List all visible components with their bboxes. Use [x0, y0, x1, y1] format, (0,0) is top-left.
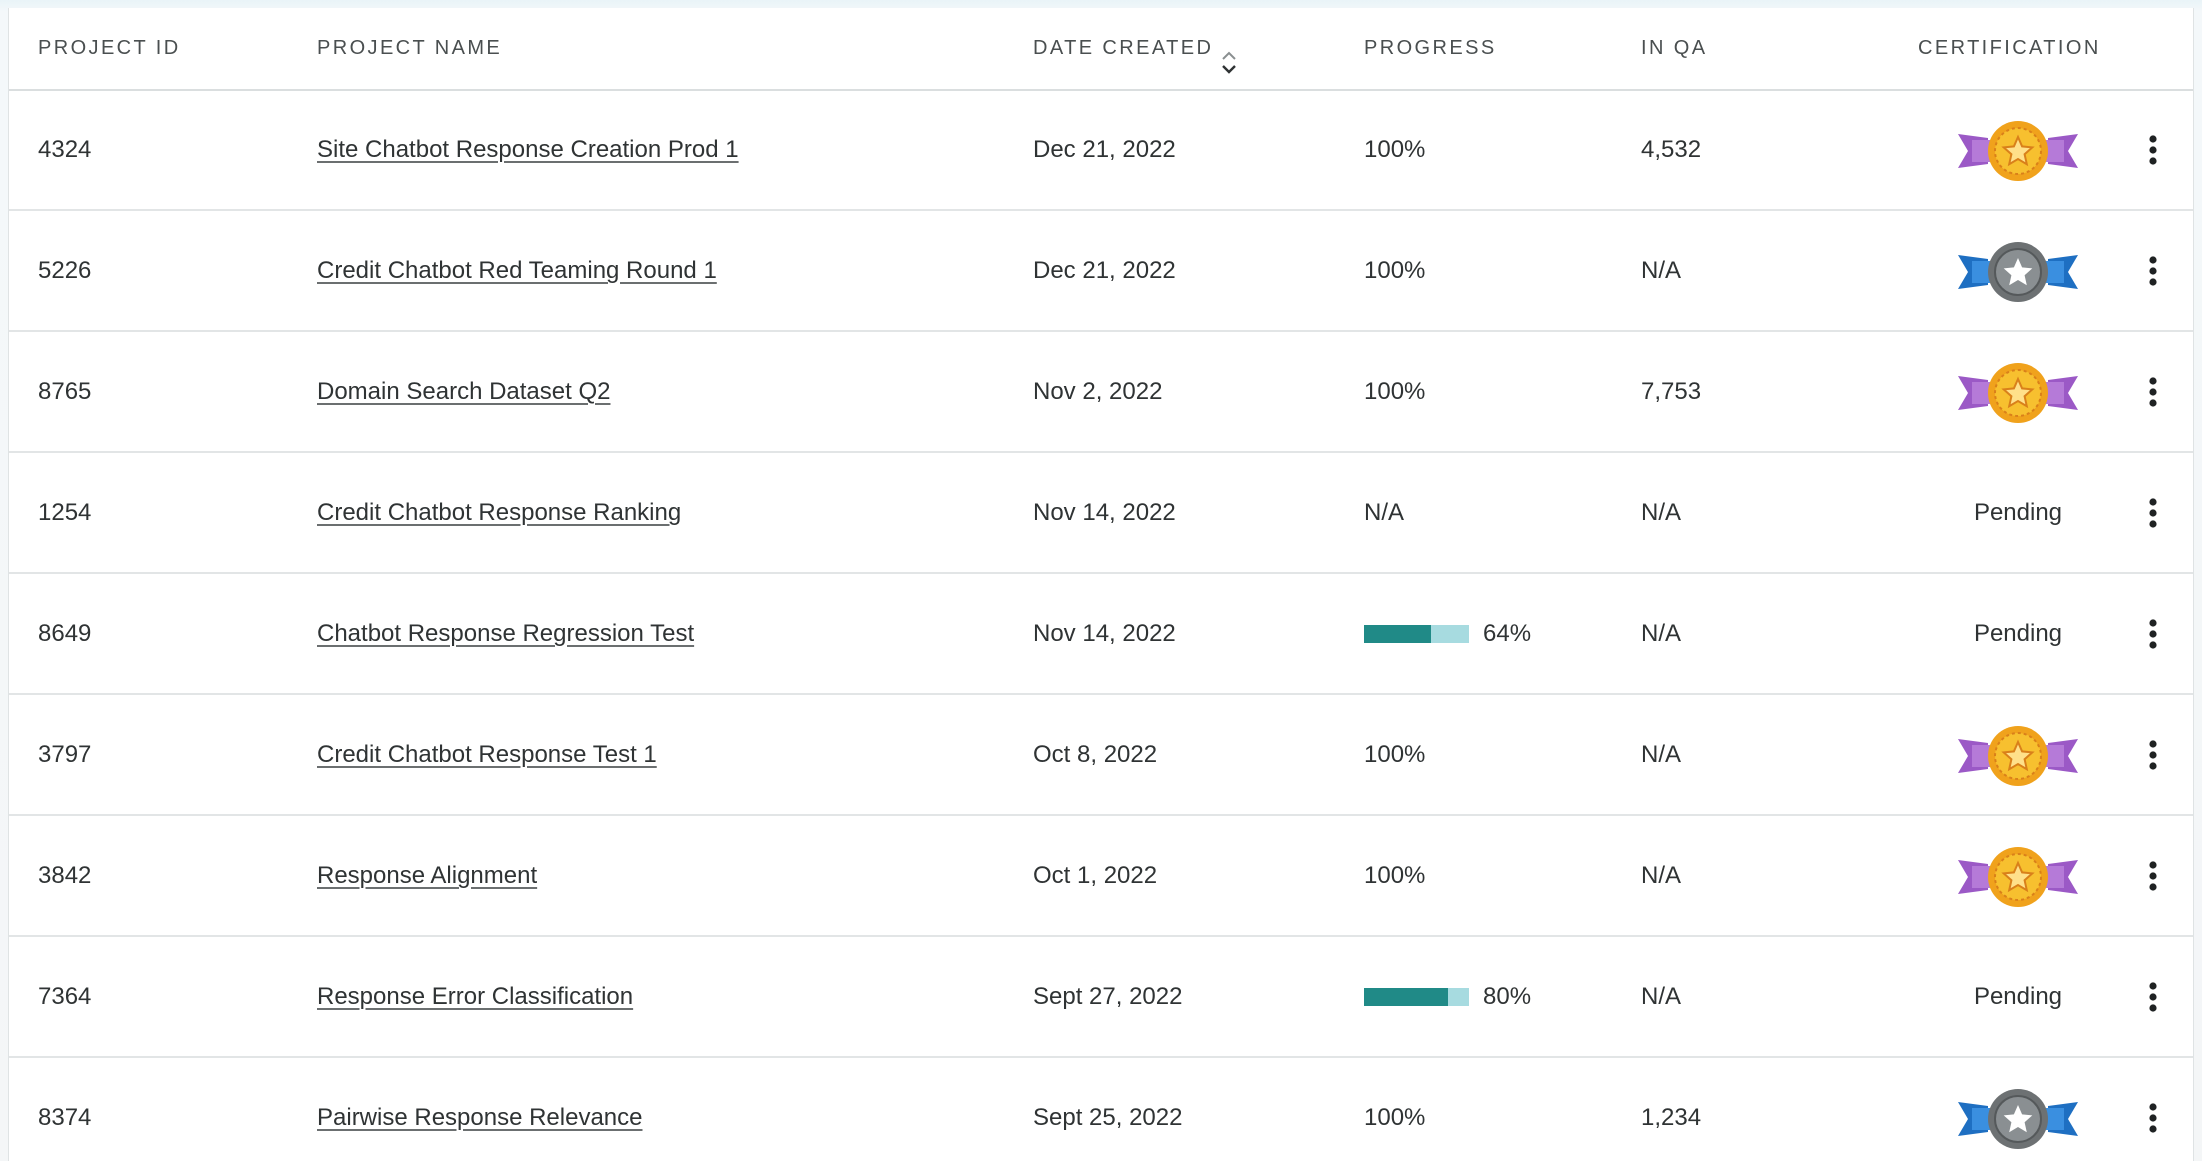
project-id: 8649: [38, 620, 92, 647]
project-name-link[interactable]: Domain Search Dataset Q2: [317, 378, 611, 405]
gold-star-medal-icon: [1928, 333, 2108, 451]
table-row[interactable]: [9, 1059, 2193, 1161]
progress-value: 100%: [1364, 1104, 1426, 1131]
progress-bar-fill: [1364, 625, 1431, 643]
date-created: Oct 8, 2022: [1033, 741, 1158, 768]
in-qa-count: 1,234: [1641, 1104, 1702, 1131]
progress: [1364, 696, 1425, 814]
column-header-date-created-label: DATE CREATED: [1033, 37, 1214, 59]
kebab-menu-icon[interactable]: [2135, 696, 2171, 814]
column-header-certification: CERTIFICATION: [1918, 37, 2101, 59]
silver-star-medal-icon: [1928, 212, 2108, 330]
date-created: Nov 2, 2022: [1033, 378, 1163, 405]
table-header: [9, 8, 2193, 91]
in-qa-count: 7,753: [1641, 378, 1702, 405]
project-id: 8765: [38, 378, 92, 405]
table-row[interactable]: [9, 212, 2193, 332]
certification-status: Pending: [1973, 983, 2063, 1010]
date-created: Sept 27, 2022: [1033, 983, 1183, 1010]
column-header-progress: PROGRESS: [1364, 37, 1497, 59]
progress-value: N/A: [1364, 499, 1405, 526]
progress-value: 100%: [1364, 741, 1426, 768]
table-row[interactable]: [9, 91, 2193, 211]
kebab-menu-icon[interactable]: [2135, 938, 2171, 1056]
date-created: Nov 14, 2022: [1033, 620, 1176, 647]
date-created: Nov 14, 2022: [1033, 499, 1176, 526]
project-name-link[interactable]: Credit Chatbot Red Teaming Round 1: [317, 257, 717, 284]
project-id: 3797: [38, 741, 92, 768]
table-row[interactable]: [9, 938, 2193, 1058]
column-header-project-name: PROJECT NAME: [317, 37, 503, 59]
date-created: Dec 21, 2022: [1033, 257, 1176, 284]
project-id: 8374: [38, 1104, 92, 1131]
progress-value: 100%: [1364, 136, 1426, 163]
progress: [1364, 333, 1425, 451]
project-name-link[interactable]: Credit Chatbot Response Test 1: [317, 741, 657, 768]
date-created: Oct 1, 2022: [1033, 862, 1158, 889]
gold-star-medal-icon: [1928, 817, 2108, 935]
progress: [1364, 938, 1531, 1056]
project-name-link[interactable]: Response Error Classification: [317, 983, 634, 1010]
in-qa-count: N/A: [1641, 257, 1682, 284]
kebab-menu-icon[interactable]: [2135, 817, 2171, 935]
certification-status: Pending: [1973, 499, 2063, 526]
progress: [1364, 817, 1425, 935]
progress-bar: [1364, 988, 1469, 1006]
project-id: 5226: [38, 257, 92, 284]
projects-table: [8, 8, 2194, 1161]
project-id: 1254: [38, 499, 92, 526]
in-qa-count: N/A: [1641, 499, 1682, 526]
silver-star-medal-icon: [1928, 1059, 2108, 1161]
project-name-link[interactable]: Credit Chatbot Response Ranking: [317, 499, 682, 526]
date-created: Dec 21, 2022: [1033, 136, 1176, 163]
progress-bar-fill: [1364, 988, 1448, 1006]
date-created: Sept 25, 2022: [1033, 1104, 1183, 1131]
column-header-date-created[interactable]: [1033, 8, 1239, 89]
project-id: 7364: [38, 983, 92, 1010]
project-id: 4324: [38, 136, 92, 163]
project-name-link[interactable]: Chatbot Response Regression Test: [317, 620, 695, 647]
column-header-in-qa: IN QA: [1641, 37, 1708, 59]
table-row[interactable]: [9, 454, 2193, 574]
in-qa-count: N/A: [1641, 862, 1682, 889]
progress-cell: [1364, 938, 1531, 1056]
kebab-menu-icon[interactable]: [2135, 91, 2171, 209]
progress: [1364, 1059, 1425, 1161]
table-row[interactable]: [9, 333, 2193, 453]
progress-value: 100%: [1364, 257, 1426, 284]
project-id: 3842: [38, 862, 92, 889]
kebab-menu-icon[interactable]: [2135, 1059, 2171, 1161]
progress: [1364, 212, 1425, 330]
progress: [1364, 454, 1404, 572]
in-qa-count: 4,532: [1641, 136, 1702, 163]
progress: [1364, 91, 1425, 209]
table-row[interactable]: [9, 575, 2193, 695]
progress-bar: [1364, 625, 1469, 643]
kebab-menu-icon[interactable]: [2135, 333, 2171, 451]
gold-star-medal-icon: [1928, 696, 2108, 814]
project-name-link[interactable]: Site Chatbot Response Creation Prod 1: [317, 136, 739, 163]
in-qa-count: N/A: [1641, 741, 1682, 768]
progress-value: 80%: [1483, 983, 1532, 1010]
certification-status: Pending: [1973, 620, 2063, 647]
column-header-project-id: PROJECT ID: [38, 37, 181, 59]
in-qa-count: N/A: [1641, 620, 1682, 647]
table-row[interactable]: [9, 817, 2193, 937]
sort-updown-icon[interactable]: [1219, 32, 1239, 62]
table-row[interactable]: [9, 696, 2193, 816]
kebab-menu-icon[interactable]: [2135, 212, 2171, 330]
kebab-menu-icon[interactable]: [2135, 454, 2171, 572]
project-name-link[interactable]: Response Alignment: [317, 862, 538, 889]
in-qa-count: N/A: [1641, 983, 1682, 1010]
progress: [1364, 575, 1531, 693]
gold-star-medal-icon: [1928, 91, 2108, 209]
progress-value: 100%: [1364, 862, 1426, 889]
progress-value: 64%: [1483, 620, 1532, 647]
progress-value: 100%: [1364, 378, 1426, 405]
project-name-link[interactable]: Pairwise Response Relevance: [317, 1104, 643, 1131]
kebab-menu-icon[interactable]: [2135, 575, 2171, 693]
progress-cell: [1364, 575, 1531, 693]
